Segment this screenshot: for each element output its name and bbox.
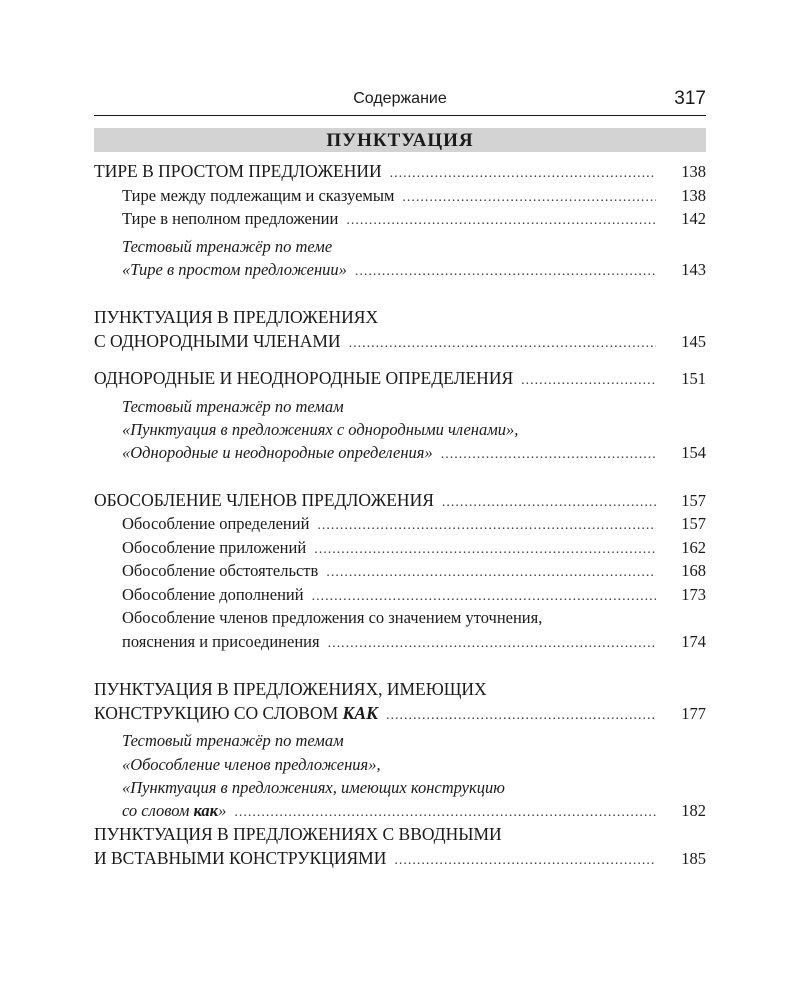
toc-entry[interactable] [94, 367, 706, 389]
toc-entry-title: Тестовый тренажёр по теме [122, 237, 333, 256]
toc-entry-title: ПУНКТУАЦИЯ В ПРЕДЛОЖЕНИЯХ С ВВОДНЫМИ [94, 824, 502, 844]
toc-entry-title: С ОДНОРОДНЫМИ ЧЛЕНАМИ [94, 331, 341, 351]
toc-entry-title: И ВСТАВНЫМИ КОНСТРУКЦИЯМИ [94, 848, 387, 868]
dot-leader [521, 370, 656, 392]
toc-entry-title: ПУНКТУАЦИЯ В ПРЕДЛОЖЕНИЯХ, ИМЕЮЩИХ [94, 679, 487, 699]
section-title: ПУНКТУАЦИЯ [94, 128, 706, 152]
toc-entry-title: «Однородные и неоднородные определения» [122, 443, 433, 462]
toc-entry-title: ОДНОРОДНЫЕ И НЕОДНОРОДНЫЕ ОПРЕДЕЛЕНИЯ [94, 368, 514, 388]
table-of-contents [94, 0, 706, 1000]
toc-entry-page: 157 [681, 514, 706, 533]
toc-entry-title-end: » [218, 801, 227, 820]
toc-entry-title [122, 800, 226, 822]
toc-entry-page: 168 [681, 561, 706, 580]
dot-leader [328, 633, 656, 655]
page-number: 317 [674, 88, 706, 109]
toc-entry-page: 174 [681, 632, 706, 651]
toc-entry-keyword: как [193, 801, 219, 820]
toc-entry[interactable] [122, 442, 706, 464]
toc-entry[interactable] [94, 702, 706, 724]
toc-entry[interactable] [94, 489, 706, 511]
toc-entry[interactable] [122, 259, 706, 281]
toc-entry-title: ТИРЕ В ПРОСТОМ ПРЕДЛОЖЕНИИ [94, 161, 382, 181]
dot-leader [317, 515, 656, 537]
toc-entry-title [94, 702, 378, 724]
toc-entry-text [122, 754, 706, 776]
toc-entry[interactable] [122, 560, 706, 582]
toc-entry[interactable] [122, 800, 706, 822]
dot-leader [402, 187, 656, 209]
dot-leader [441, 444, 656, 466]
dot-leader [442, 492, 656, 514]
toc-entry[interactable] [122, 208, 706, 230]
toc-entry-title: пояснения и присоединения [122, 632, 320, 651]
toc-entry-page: 185 [681, 849, 706, 868]
toc-entry-page: 162 [681, 538, 706, 557]
toc-entry-page: 151 [681, 369, 706, 388]
dot-leader [312, 586, 656, 608]
toc-entry-title: Тестовый тренажёр по темам [122, 397, 344, 416]
toc-entry[interactable] [94, 160, 706, 182]
toc-entry-page: 177 [681, 704, 706, 723]
toc-entry-page: 154 [681, 443, 706, 462]
dot-leader [234, 802, 656, 824]
dot-leader [314, 539, 656, 561]
toc-entry-text [122, 777, 706, 799]
toc-entry-text [122, 607, 706, 629]
toc-entry-text [94, 678, 706, 700]
running-header-title: Содержание [353, 90, 447, 107]
dot-leader [394, 850, 656, 872]
toc-entry-title: Тире в неполном предложении [122, 209, 339, 228]
toc-entry-text [122, 396, 706, 418]
toc-entry-title: «Тире в простом предложении» [122, 260, 347, 279]
toc-entry-title: Обособление членов предложения со значением уточнения, [122, 608, 543, 627]
toc-entry-title: «Обособление членов предложения», [122, 755, 381, 774]
toc-entry[interactable] [122, 537, 706, 559]
toc-entry-title: Тестовый тренажёр по темам [122, 731, 344, 750]
toc-entry-page: 143 [681, 260, 706, 279]
toc-entry-text [122, 236, 706, 258]
toc-entry-text [94, 823, 706, 845]
dot-leader [355, 261, 656, 283]
dot-leader [346, 210, 656, 232]
toc-entry-title: Обособление обстоятельств [122, 561, 319, 580]
toc-entry-text [122, 419, 706, 441]
toc-entry-page: 145 [681, 332, 706, 351]
toc-entry-page: 138 [681, 162, 706, 181]
toc-entry[interactable] [94, 847, 706, 869]
toc-entry-title: «Пунктуация в предложениях с однородными членами», [122, 420, 519, 439]
toc-entry-page: 182 [681, 801, 706, 820]
toc-entry[interactable] [122, 584, 706, 606]
toc-entry-page: 157 [681, 491, 706, 510]
toc-entry[interactable] [122, 631, 706, 653]
dot-leader [326, 562, 656, 584]
toc-entry-page: 138 [681, 186, 706, 205]
toc-entry-title: ПУНКТУАЦИЯ В ПРЕДЛОЖЕНИЯХ [94, 307, 379, 327]
toc-entry-text [94, 306, 706, 328]
toc-entry-text [122, 730, 706, 752]
toc-entry-page: 142 [681, 209, 706, 228]
toc-entry-title: ОБОСОБЛЕНИЕ ЧЛЕНОВ ПРЕДЛОЖЕНИЯ [94, 490, 434, 510]
toc-entry-title: Обособление приложений [122, 538, 307, 557]
toc-entry-title: Тире между подлежащим и сказуемым [122, 186, 395, 205]
toc-entry[interactable] [122, 185, 706, 207]
toc-entry-title: «Пунктуация в предложениях, имеющих конструкцию [122, 778, 505, 797]
toc-entry-title: Обособление дополнений [122, 585, 304, 604]
toc-entry[interactable] [94, 330, 706, 352]
dot-leader [386, 705, 656, 727]
dot-leader [349, 333, 656, 355]
dot-leader [390, 163, 656, 185]
toc-entry-title: Обособление определений [122, 514, 310, 533]
toc-entry-keyword: КАК [342, 703, 378, 723]
toc-entry-title-start: КОНСТРУКЦИЮ СО СЛОВОМ [94, 703, 343, 723]
toc-entry-title-start: со словом [122, 801, 194, 820]
toc-entry[interactable] [122, 513, 706, 535]
toc-entry-page: 173 [681, 585, 706, 604]
